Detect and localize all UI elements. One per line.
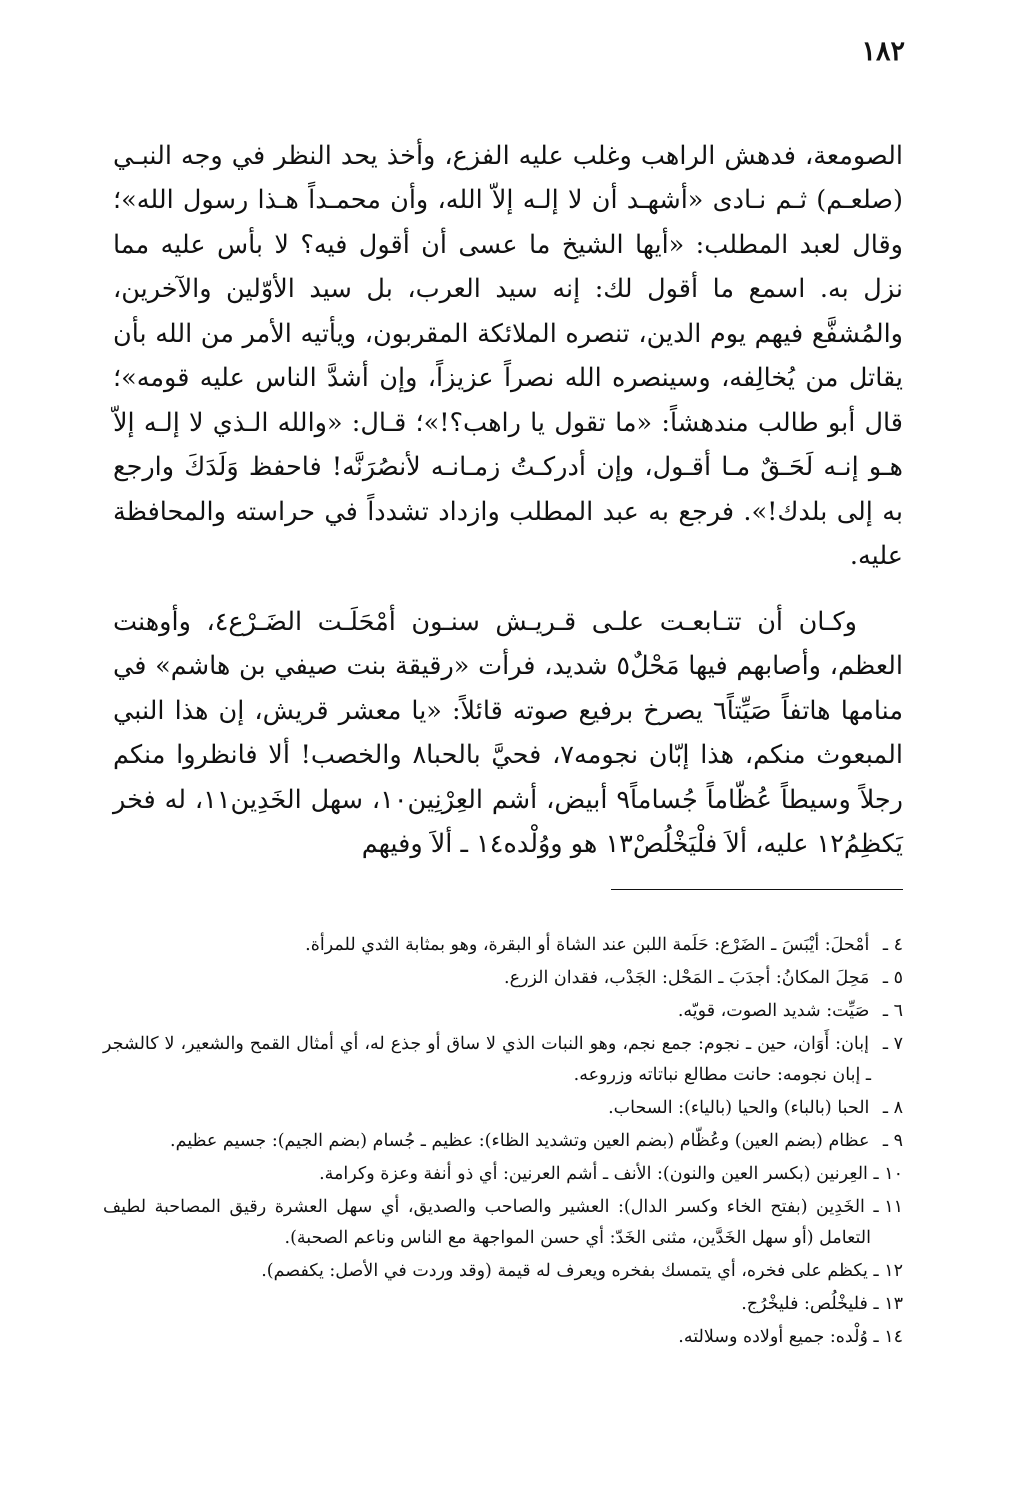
footnote-number: ٥ ـ bbox=[882, 968, 903, 988]
footnote-text: العِرنين (بكسر العين والنون): الأنف ـ أشم العرنين: أي ذو أنفة وعزة وكرامة. bbox=[319, 1164, 868, 1184]
footnote bbox=[103, 1029, 903, 1091]
footnote bbox=[103, 1256, 903, 1287]
footnote-text: الحبا (بالباء) والحيا (بالياء): السحاب. bbox=[608, 1098, 870, 1118]
footnote-text: فليخْلُص: فليخْرُج. bbox=[741, 1294, 868, 1314]
footnote-number: ٩ ـ bbox=[882, 1131, 903, 1151]
footnote-text: الخَدِين (بفتح الخاء وكسر الدال): العشير والصاحب والصديق، أي سهل العشرة رقيق المصاحبة لطيف التعامل (أو سهل الخَدَّين، مثنى الخَدّ: أي حسن المواجهة مع الناس وناعم الصحبة). bbox=[103, 1197, 871, 1248]
footnote-number: ١٣ ـ bbox=[873, 1294, 903, 1314]
footnote-number: ٦ ـ bbox=[882, 1001, 903, 1021]
footnote-number: ٨ ـ bbox=[882, 1098, 903, 1118]
footnote-text: أمْحلَ: أيْبَسَ ـ الضَرْع: حَلَمة اللبن عند الشاة أو البقرة، وهو بمثابة الثدي للمرأة. bbox=[305, 935, 870, 955]
body-paragraph: الصومعة، فدهش الراهب وغلب عليه الفزع، وأخذ يحد النظر في وجه النبـي (صلعـم) ثـم نـادى «أشهـد أن لا إلـه إلاّ الله، وأن محمـداً هـذا رسول الله»؛ وقال لعبد المطلب: «أيها الشيخ ما عسى أن أقول فيه؟ لا بأس عليه مما نزل به. اسمع ما أقول لك: إنه سيد العرب، بل سيد الأوّلين والآخرين، والمُشفَّع فيهم يوم الدين، تنصره الملائكة المقربون، ويأتيه الأمر من الله بأن يقاتل من يُخالِفه، وسينصره الله نصراً عزيزاً، وإن أشدَّ الناس عليه قومه»؛ قال أبو طالب مندهشاً: «ما تقول يا راهب؟!»؛ قـال: «والله الـذي لا إلـه إلاّ هـو إنـه لَحَـقٌ مـا أقـول، وإن أدركـتُ زمـانـه لأنصُرَنَّه! فاحفظ وَلَدَكَ وارجع به إلى بلدك!». فرجع به عبد المطلب وازداد تشدداً في حراسته والمحافظة عليه. bbox=[113, 140, 903, 571]
footnote-separator bbox=[611, 889, 903, 890]
footnote bbox=[103, 930, 903, 961]
footnotes-list bbox=[103, 930, 903, 1355]
footnote bbox=[103, 963, 903, 994]
footnote-number: ٤ ـ bbox=[882, 935, 903, 955]
footnote-text: مَحِلَ المكانُ: أجدَبَ ـ المَحْل: الجَدْب، فقدان الزرع. bbox=[504, 968, 870, 988]
body-paragraph: وكـان أن تتـابعـت علـى قـريـش سنـون أمْحَلَـت الضَـرْع٤، وأوهنت العظم، وأصابهم فيها مَحْلٌ٥ شديد، فرأت «رقيقة بنت صيفي بن هاشم» في منامها هاتفاً صَيِّتاً٦ يصرخ برفيع صوته قائلاً: «يا معشر قريش، إن هذا النبي المبعوث منكم، هذا إبّان نجومه٧، فحيَّ بالحبا٨ والخصب! ألا فانظروا منكم رجلاً وسيطاً عُظّاماً جُساماً٩ أبيض، أشم العِرْنِين١٠، سهل الخَدِين١١، له فخر يَكظِمُ١٢ عليه، ألاَ فلْيَخْلُصْ١٣ هو ووُلْده١٤ ـ ألاَ وفيهم bbox=[113, 606, 903, 859]
footnote-text: إبان: أَوَان، حين ـ نجوم: جمع نجم، وهو النبات الذي لا ساق أو جذع له، أي أمثال القمح والشعير، لا كالشجر ـ إبان نجومه: حانت مطالع نباتاته وزروعه. bbox=[103, 1034, 871, 1085]
footnote-number: ١٠ ـ bbox=[873, 1164, 903, 1184]
footnote-number: ١١ ـ bbox=[873, 1197, 903, 1217]
footnote-number: ١٤ ـ bbox=[873, 1327, 903, 1347]
footnote bbox=[103, 1192, 903, 1254]
footnote bbox=[103, 1126, 903, 1157]
page-number: ١٨٢ bbox=[861, 36, 905, 67]
footnote-text: وُلْده: جميع أولاده وسلالته. bbox=[678, 1327, 868, 1347]
footnote bbox=[103, 1289, 903, 1320]
footnote-text: يكظم على فخره، أي يتمسك بفخره ويعرف له قيمة (وقد وردت في الأصل: يكفصم). bbox=[261, 1261, 868, 1281]
footnote bbox=[103, 996, 903, 1027]
footnote-text: عظام (بضم العين) وعُظّام (بضم العين وتشديد الظاء): عظيم ـ جُسام (بضم الجيم): جسيم عظيم. bbox=[170, 1131, 870, 1151]
footnote-text: صَيِّت: شديد الصوت، قويّه. bbox=[677, 1001, 870, 1021]
footnote bbox=[103, 1093, 903, 1124]
footnote bbox=[103, 1322, 903, 1353]
footnote-number: ١٢ ـ bbox=[873, 1261, 903, 1281]
footnote bbox=[103, 1159, 903, 1190]
footnote-number: ٧ ـ bbox=[882, 1034, 903, 1054]
